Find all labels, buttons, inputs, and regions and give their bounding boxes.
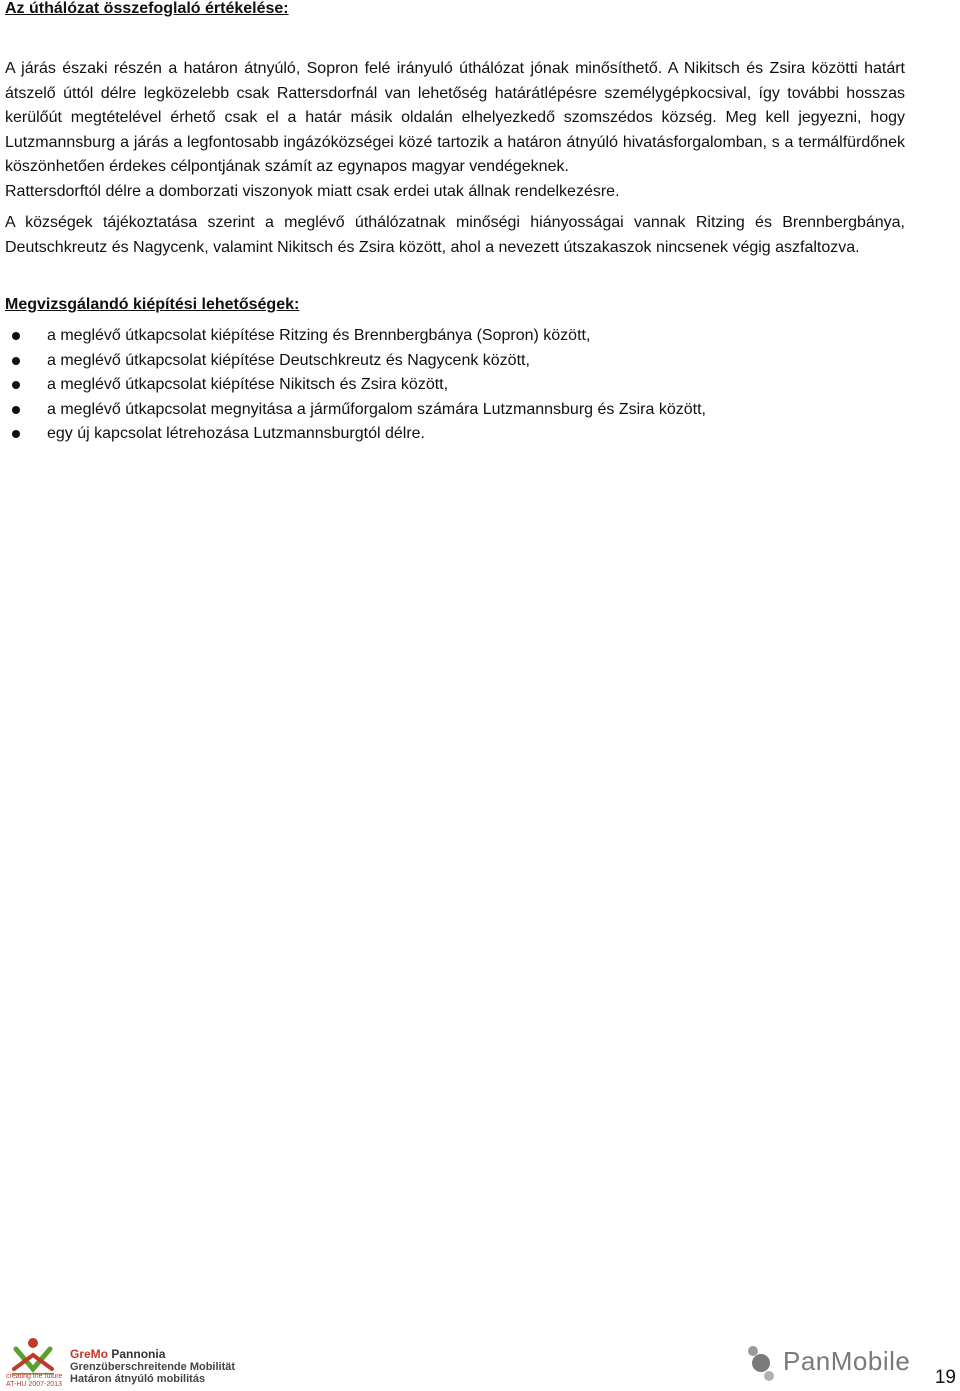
section-heading-options: Megvizsgálandó kiépítési lehetőségek: (5, 296, 300, 313)
program-logo-caption (6, 1373, 66, 1389)
page-footer (0, 1330, 960, 1391)
gremo-subtitle-hu: Határon átnyúló mobilitás (70, 1373, 206, 1385)
list-item-text: a meglévő útkapcsolat kiépítése Deutschkreutz és Nagycenk között, (47, 351, 530, 369)
paragraph-quality-issues: A községek tájékoztatása szerint a meglévő úthálózatnak minőségi hiányosságai vannak Ritzing és Brennbergbánya, Deutschkreutz és Nagycenk, valamint Nikitsch és Zsira között, ahol a nevezett útszakaszok nincsenek végig aszfaltozva. (5, 214, 905, 256)
paragraph-rattersdorf: Rattersdorftól délre a domborzati viszonyok miatt csak erdei utak állnak rendelkezésre. (5, 183, 620, 200)
list-item (0, 349, 900, 374)
panmobile-wordmark: PanMobile (783, 1346, 911, 1376)
gremo-subtitle-de: Grenzüberschreitende Mobilität (70, 1361, 236, 1373)
list-item (0, 373, 900, 398)
bullet-icon (12, 332, 20, 340)
logo-caption-line2: AT-HU 2007-2013 (6, 1381, 62, 1388)
bullet-icon (12, 381, 20, 389)
list-item (0, 398, 900, 423)
list-item-text: a meglévő útkapcsolat megnyitása a járműforgalom számára Lutzmannsburg és Zsira között, (47, 400, 706, 418)
panmobile-mark-icon (743, 1343, 779, 1383)
list-item-text: a meglévő útkapcsolat kiépítése Ritzing és Brennbergbánya (Sopron) között, (47, 327, 591, 344)
list-item-text: a meglévő útkapcsolat kiépítése Nikitsch és Zsira között, (47, 376, 449, 393)
paragraph-network-summary: A járás északi részén a határon átnyúló, Sopron felé irányuló úthálózat jónak minősíthető. A Nikitsch és Zsira közötti határt átszelő úttól délre legközelebb csak Rattersdorfnál van lehetőség határátlépésre személygépkocsival, így további hosszas kerülőút megtételével érhető csak el a határ másik oldalán elhelyezkedő szomszédos község. Meg kell jegyezni, hogy Lutzmannsburg a járás a legfontosabb ingázóközségei közé tartozik a határon átnyúló hivatásforgalomban, s a termálfürdőnek köszönhetően érdekes célpontjának számít az egynapos magyar vendégeknek. (5, 60, 905, 175)
logo-caption-line1: creating the future (6, 1373, 63, 1380)
gremo-name-pannonia: Pannonia (111, 1347, 166, 1361)
page-number: 19 (934, 1367, 956, 1388)
list-item (0, 324, 900, 349)
gremo-logo-title (70, 1348, 165, 1361)
list-item-text: egy új kapcsolat létrehozása Lutzmannsburgtól délre. (47, 425, 425, 442)
list-item (0, 422, 900, 447)
bullet-icon (12, 430, 20, 438)
panmobile-logo (743, 1343, 913, 1383)
bullet-icon (12, 406, 20, 414)
section-heading-evaluation: Az úthálózat összefoglaló értékelése: (5, 0, 289, 17)
options-list (0, 324, 900, 447)
bullet-icon (12, 357, 20, 365)
gremo-name: GreMo (70, 1347, 109, 1361)
